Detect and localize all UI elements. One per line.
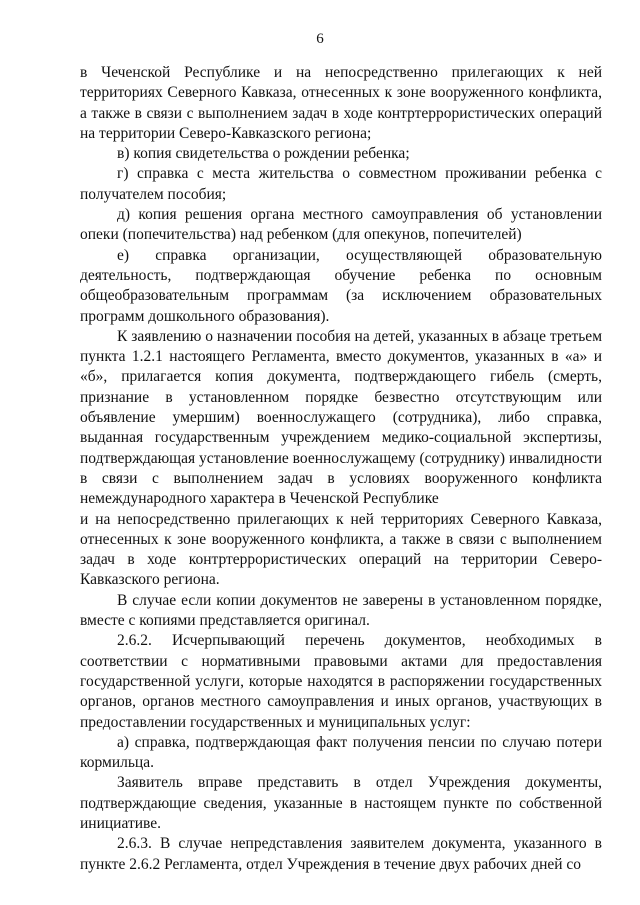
paragraph-application-note: К заявлению о назначении пособия на детей, указанных в абзаце третьем пункта 1.2.1 настоящего Регламента, вместо документов, указанных в «а» и «б», прилагается копия документа, подтверждающего гибель (смерть, признание в установленном порядке безвестно отсутствующим или объявление умершим) военнослужащего (сотрудника), либо справка, выданная государственным учреждением медико-социальной экспертизы, подтверждающая установление военнослужащему (сотруднику) инвалидности в связи с выполнением задач в условиях вооруженного конфликта немеждународного характера в Чеченской Республике — [80, 327, 602, 508]
paragraph-continuation: в Чеченской Республике и на непосредственно прилегающих к ней территориях Северного Кавказа, отнесенных к зоне вооруженного конфликта, а также в связи с выполнением задач в ходе контртеррористических операций на территории Северо-Кавказского региона; — [80, 64, 602, 142]
section-2-6-2: 2.6.2. Исчерпывающий перечень документов, необходимых в соответствии с нормативными правовыми актами для предоставления государственной услуги, которые находятся в распоряжении государственных органов, органов местного самоуправления и иных органов, участвующих в предоставлении государственных и муниципальных услуг: — [80, 632, 602, 731]
paragraph-copies-note: В случае если копии документов не заверены в установленном порядке, вместе с копиями представляется оригинал. — [80, 591, 602, 630]
list-item-g: г) справка с места жительства о совместном проживании ребенка с получателем пособия; — [80, 165, 602, 203]
document-body — [80, 63, 602, 875]
paragraph-applicant-right: Заявитель вправе представить в отдел Учреждения документы, подтверждающие сведения, указанные в настоящем пункте по собственной инициативе. — [80, 774, 602, 832]
list-item-a: а) справка, подтверждающая факт получения пенсии по случаю потери кормильца. — [80, 733, 602, 772]
list-item-v: в) копия свидетельства о рождении ребенка; — [117, 145, 410, 163]
list-item-d: д) копия решения органа местного самоуправления об установлении опеки (попечительства) над ребенком (для опекунов, попечителей) — [80, 206, 602, 244]
page-number: 6 — [316, 31, 324, 47]
section-2-6-3: 2.6.3. В случае непредставления заявителем документа, указанного в пункте 2.6.2 Регламента, отдел Учреждения в течение двух рабочих дней со — [80, 835, 602, 873]
paragraph-territories: и на непосредственно прилегающих к ней территориях Северного Кавказа, отнесенных к зоне вооруженного конфликта, а также в связи с выполнением задач в ходе контртеррористических операций на территории Северо-Кавказского региона. — [80, 510, 602, 589]
list-item-e: е) справка организации, осуществляющей образовательную деятельность, подтверждающая обучение ребенка по основным общеобразовательным программам (за исключением образовательных программ дошкольного образования). — [80, 246, 602, 325]
